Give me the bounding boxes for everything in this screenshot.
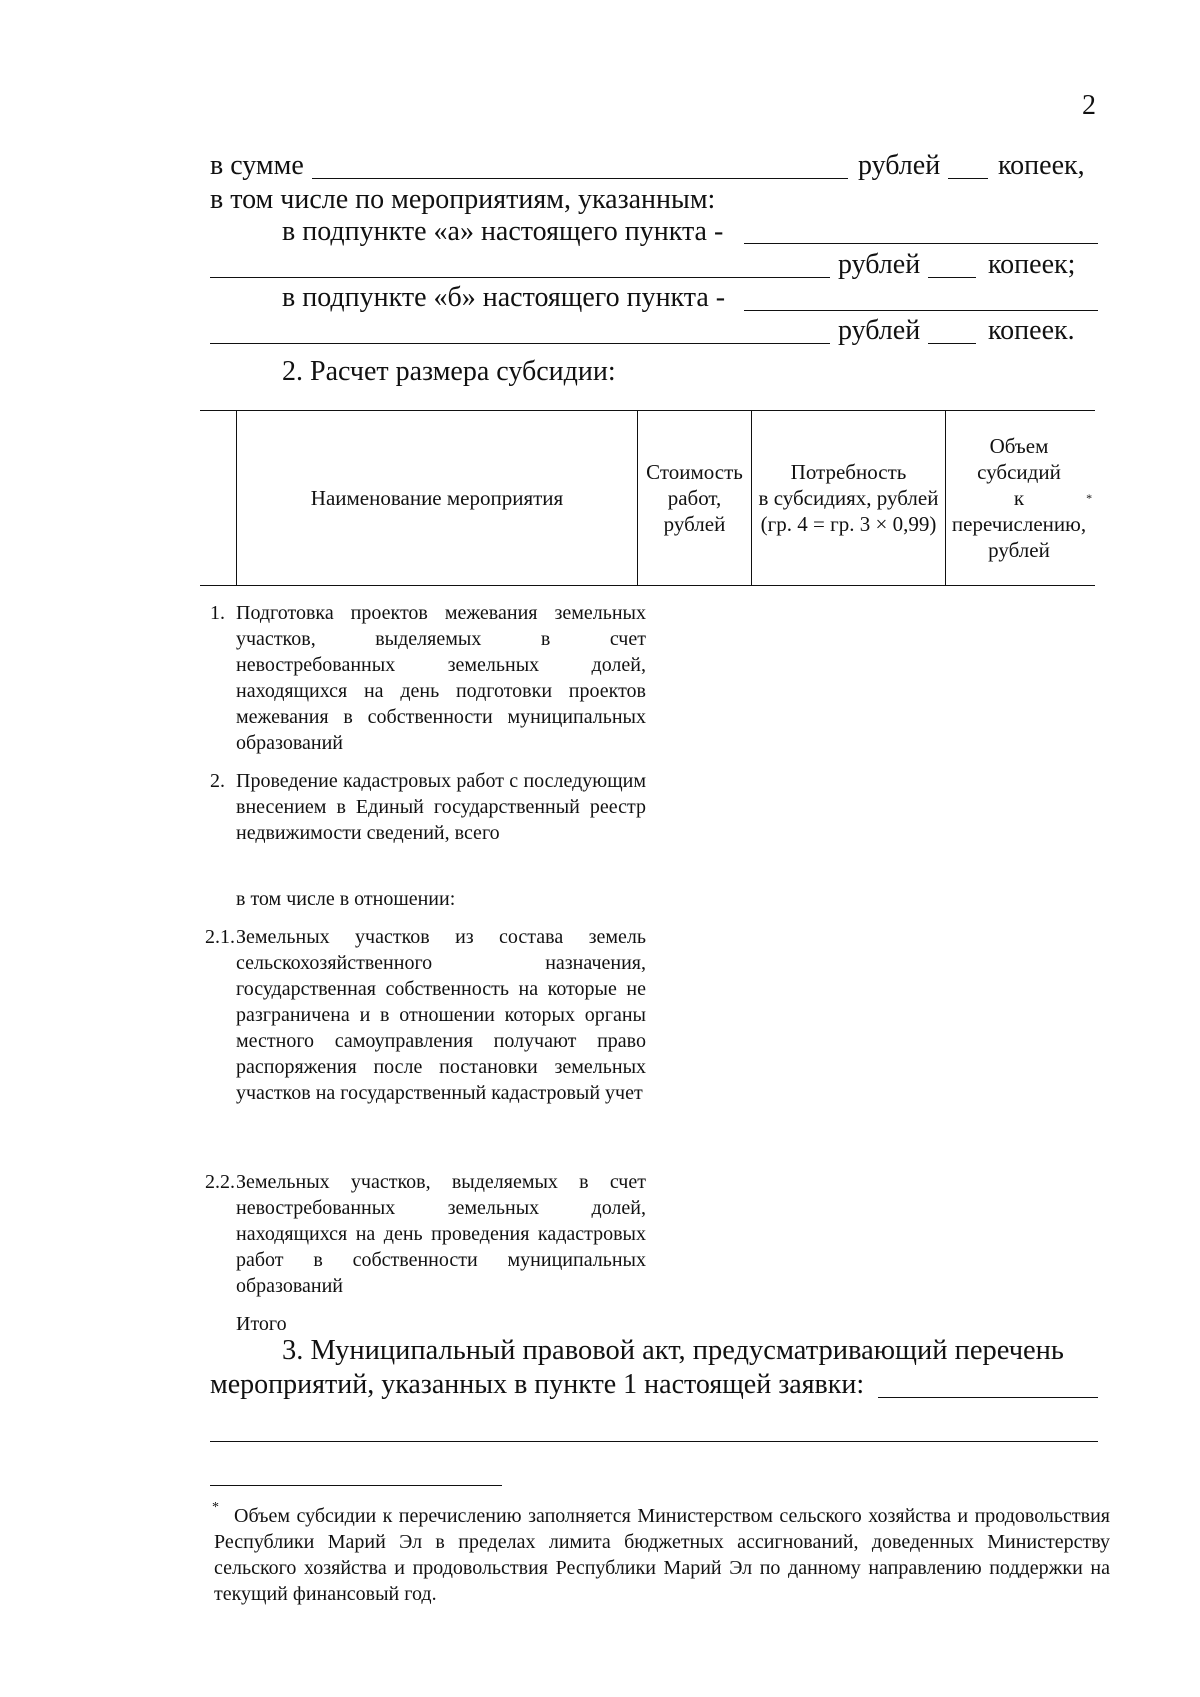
table-col-divider-2 [637,410,638,585]
row-number: 1. [210,602,225,624]
including-label: в том числе по мероприятиям, указанным: [210,184,716,215]
section-2-title: 2. Расчет размера субсидии: [282,356,616,387]
table-row: Подготовка проектов межевания земельных участков, выделяемых в счет невостребованных земельных долей, находящихся на день подготовки проектов межевания в собственности муниципальных образований [236,602,646,754]
table-row: Земельных участков, выделяемых в счет невостребованных земельных долей, находящихся на день проведения кадастровых работ в собственности муниципальных образований [236,1171,646,1297]
section-3-line-2: мероприятий, указанных в пункте 1 настоящей заявки: [210,1369,865,1400]
table-header-bottom-border [200,585,1095,586]
subpoint-a-blank-1 [744,243,1098,244]
table-top-border [200,410,1095,411]
rubles-label-1: рублей [858,150,941,181]
page-number: 2 [1082,90,1096,121]
table-row-total: Итого [236,1313,287,1335]
rubles-label-3: рублей [838,315,921,346]
legal-act-blank-2 [210,1441,1098,1442]
footnote-mark: * [212,1500,219,1515]
section-3-line-1: 3. Муниципальный правовой акт, предусматривающий перечень [282,1335,1064,1366]
table-col-divider-4 [945,410,946,585]
row-number: 2.2. [205,1171,235,1193]
subpoint-b-blank-1 [744,310,1098,311]
subpoint-a-blank-2 [210,277,830,278]
subpoint-a-label: в подпункте «а» настоящего пункта - [282,216,724,247]
footnote-separator [210,1485,502,1486]
subpoint-b-kopecks-blank [928,343,976,344]
legal-act-blank-1 [878,1397,1098,1398]
footnote-text: Объем субсидии к перечислению заполняется Министерством сельского хозяйства и продовольствия Республики Марий Эл в пределах лимита бюджетных ассигнований, доведенных Министерству сельского хозяйства и продовольствия Республики Марий Эл по данному направлению поддержки на текущий финансовый год. [214,1505,1110,1605]
kopecks-label-1: копеек, [998,150,1085,181]
header-subsidy-volume: Объем субсидий к перечислению, рублей * [951,434,1093,562]
row-number: 2. [210,770,225,792]
header-subsidy-need: Потребность в субсидиях, рублей (гр. 4 = гр. 3 × 0,99) [758,460,939,536]
header-activity-name: Наименование мероприятия [310,486,564,510]
header-subsidy-volume-text: Объем субсидий к перечислению, рублей [951,434,1087,562]
subpoint-a-kopecks-blank [928,277,976,278]
table-col-divider-3 [751,410,752,585]
kopecks-label-3: копеек. [988,315,1075,346]
table-row: Проведение кадастровых работ с последующим внесением в Единый государственный реестр недвижимости сведений, всего [236,770,646,844]
kopecks-label-2: копеек; [988,249,1076,280]
sum-label: в сумме [210,150,304,181]
subpoint-b-label: в подпункте «б» настоящего пункта - [282,282,726,313]
header-work-cost: Стоимость работ, рублей [646,460,743,536]
subpoint-b-blank-2 [210,343,830,344]
table-col-divider-1 [236,410,237,585]
table-row: Земельных участков из состава земель сельскохозяйственного назначения, государственная собственность на которые не разграничена и в отношении которых органы местного самоуправления получают право распоряжения после постановки земельных участков на государственный кадастровый учет [236,926,646,1104]
table-row: в том числе в отношении: [236,888,456,910]
sum-rubles-blank [312,178,848,179]
rubles-label-2: рублей [838,249,921,280]
row-number: 2.1. [205,926,235,948]
sum-kopecks-blank [948,178,988,179]
